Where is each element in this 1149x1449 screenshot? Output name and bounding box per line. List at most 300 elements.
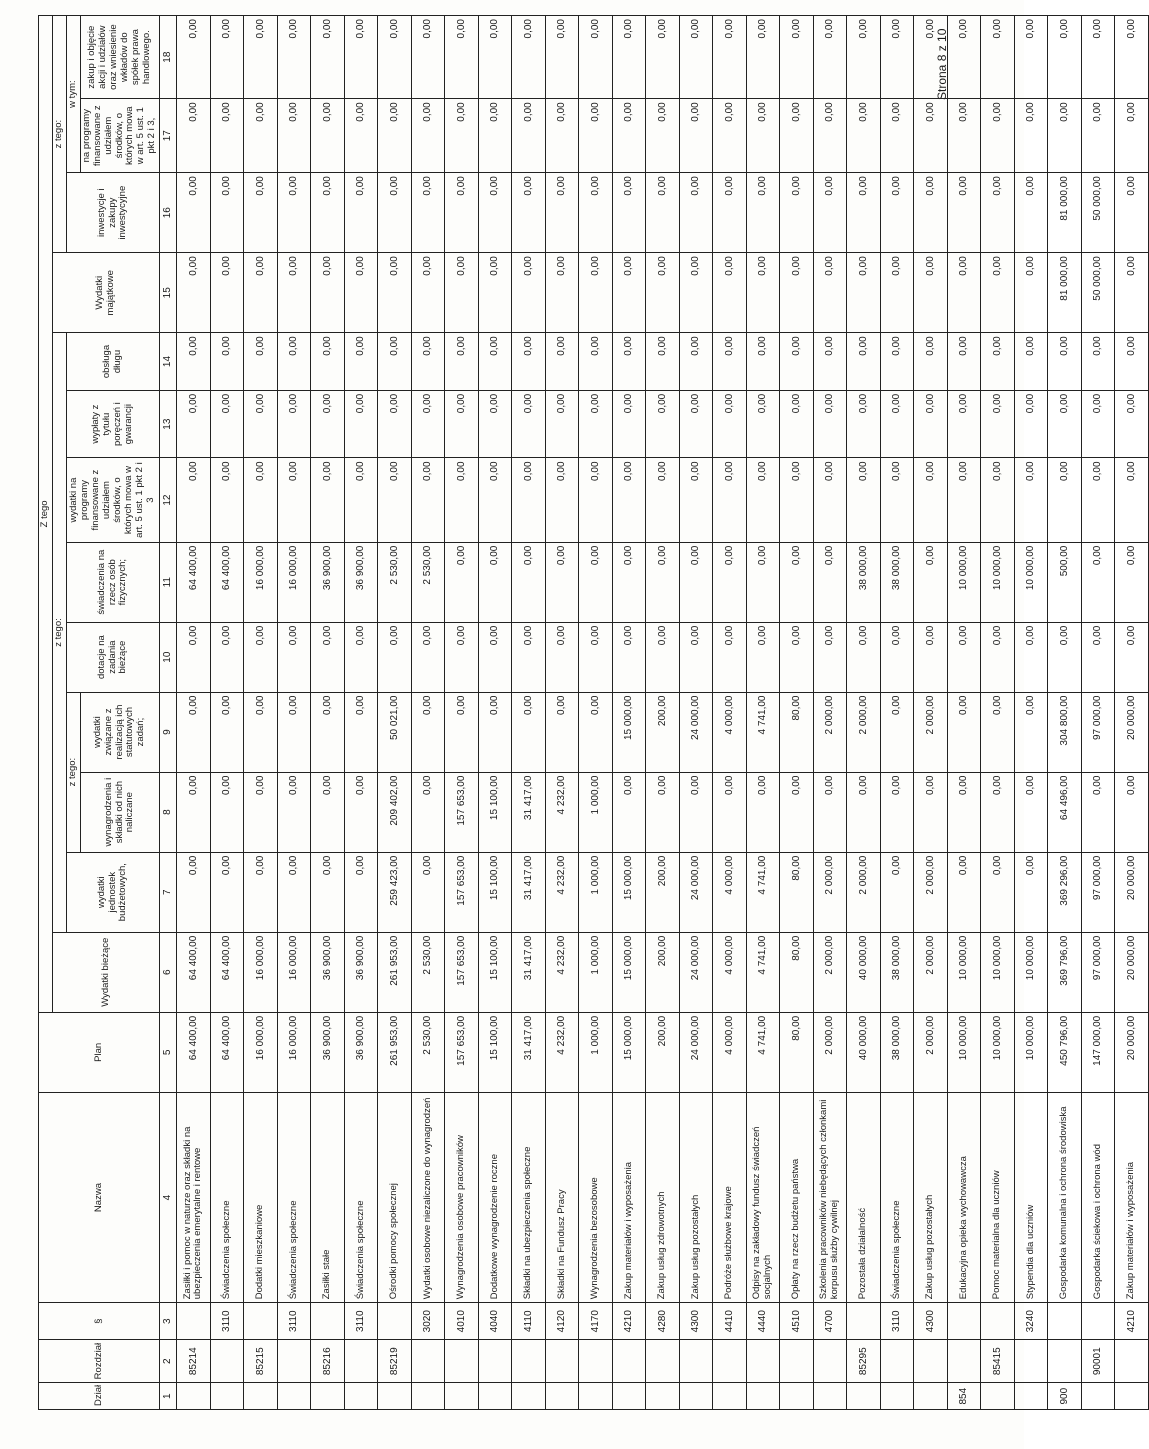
cell-value: 0,00 — [277, 173, 311, 253]
cell-value: 36 900,00 — [311, 1012, 345, 1092]
cell-value: 0,00 — [512, 333, 546, 390]
cell-value: 0,00 — [1048, 16, 1082, 99]
cell-value: 0,00 — [344, 16, 378, 99]
cell-value: 0,00 — [545, 173, 579, 253]
cell-value: 0,00 — [1014, 622, 1048, 692]
table-row — [445, 16, 479, 1410]
cell-value: 0,00 — [914, 458, 948, 542]
cell-value: 2 530,00 — [378, 542, 412, 622]
cell-paragraph — [947, 1303, 981, 1340]
cell-value: 0,00 — [277, 622, 311, 692]
cell-value: 0,00 — [478, 333, 512, 390]
cell-value: 0,00 — [981, 772, 1015, 852]
cell-value: 0,00 — [780, 772, 814, 852]
cell-value: 0,00 — [981, 173, 1015, 253]
column-number: 16 — [160, 173, 177, 253]
cell-value: 261 953,00 — [378, 1012, 412, 1092]
cell-value: 0,00 — [478, 173, 512, 253]
cell-dzial — [411, 1383, 445, 1410]
cell-value: 0,00 — [813, 772, 847, 852]
cell-value: 31 417,00 — [512, 1012, 546, 1092]
cell-value: 4 000,00 — [713, 852, 747, 932]
cell-dzial — [981, 1383, 1015, 1410]
cell-value: 0,00 — [478, 16, 512, 99]
cell-value: 0,00 — [981, 692, 1015, 772]
table-row — [277, 16, 311, 1410]
cell-value: 0,00 — [679, 253, 713, 333]
cell-value: 0,00 — [311, 852, 345, 932]
header-swiadczenia: świadczenia na rzecz osób fizycznych; — [66, 542, 159, 622]
cell-paragraph: 3110 — [344, 1303, 378, 1340]
cell-value: 0,00 — [411, 852, 445, 932]
cell-value: 0,00 — [679, 772, 713, 852]
cell-rozdzial: 85415 — [981, 1340, 1015, 1383]
cell-value: 0,00 — [646, 99, 680, 173]
column-number: 5 — [160, 1012, 177, 1092]
cell-value: 0,00 — [646, 622, 680, 692]
cell-value: 20 000,00 — [1115, 932, 1149, 1012]
cell-dzial — [847, 1383, 881, 1410]
cell-value: 50 021,00 — [378, 692, 412, 772]
cell-nazwa: Odpisy na zakładowy fundusz świadczeń socjalnych — [746, 1092, 780, 1302]
table-body — [177, 16, 1149, 1410]
cell-dzial — [579, 1383, 613, 1410]
cell-value: 0,00 — [311, 253, 345, 333]
cell-value: 0,00 — [646, 173, 680, 253]
cell-value: 0,00 — [411, 772, 445, 852]
cell-value: 0,00 — [780, 458, 814, 542]
cell-value: 0,00 — [646, 772, 680, 852]
cell-nazwa: Wydatki osobowe niezaliczone do wynagrodzeń — [411, 1092, 445, 1302]
cell-value: 0,00 — [1048, 390, 1082, 458]
cell-paragraph: 4210 — [612, 1303, 646, 1340]
cell-value: 0,00 — [344, 772, 378, 852]
cell-value: 0,00 — [880, 173, 914, 253]
cell-value: 0,00 — [244, 390, 278, 458]
cell-value: 0,00 — [545, 390, 579, 458]
cell-value: 0,00 — [177, 852, 211, 932]
cell-value: 0,00 — [344, 99, 378, 173]
cell-value: 0,00 — [478, 458, 512, 542]
cell-rozdzial — [478, 1340, 512, 1383]
cell-value: 0,00 — [311, 173, 345, 253]
cell-nazwa: Zasiłki i pomoc w naturze oraz składki na ubezpieczenia emerytalne i rentowe — [177, 1092, 211, 1302]
cell-rozdzial — [445, 1340, 479, 1383]
cell-value: 0,00 — [1014, 253, 1048, 333]
cell-rozdzial: 85295 — [847, 1340, 881, 1383]
cell-value: 304 800,00 — [1048, 692, 1082, 772]
cell-value: 0,00 — [311, 16, 345, 99]
cell-value: 0,00 — [1115, 622, 1149, 692]
cell-value: 0,00 — [847, 173, 881, 253]
cell-value: 0,00 — [981, 390, 1015, 458]
cell-value: 10 000,00 — [1014, 542, 1048, 622]
cell-value: 4 232,00 — [545, 932, 579, 1012]
cell-value: 0,00 — [445, 99, 479, 173]
cell-value: 64 400,00 — [210, 542, 244, 622]
column-number: 8 — [160, 772, 177, 852]
cell-value: 4 000,00 — [713, 692, 747, 772]
cell-dzial — [746, 1383, 780, 1410]
table-row — [478, 16, 512, 1410]
cell-value: 10 000,00 — [981, 1012, 1015, 1092]
cell-value: 0,00 — [880, 692, 914, 772]
cell-value: 261 953,00 — [378, 932, 412, 1012]
cell-value: 0,00 — [612, 253, 646, 333]
budget-table — [38, 15, 1149, 1410]
header-dotacje: dotacje na zadania bieżące — [66, 622, 159, 692]
cell-value: 0,00 — [780, 390, 814, 458]
cell-value: 0,00 — [1014, 692, 1048, 772]
cell-nazwa: Edukacyjna opieka wychowawcza — [947, 1092, 981, 1302]
cell-value: 0,00 — [344, 390, 378, 458]
cell-value: 369 796,00 — [1048, 932, 1082, 1012]
cell-value: 0,00 — [981, 99, 1015, 173]
cell-value: 0,00 — [311, 99, 345, 173]
cell-nazwa: Ośrodki pomocy społecznej — [378, 1092, 412, 1302]
cell-value: 0,00 — [579, 692, 613, 772]
column-number: 6 — [160, 932, 177, 1012]
cell-value: 0,00 — [880, 253, 914, 333]
cell-value: 0,00 — [947, 772, 981, 852]
cell-value: 0,00 — [847, 253, 881, 333]
column-number: 7 — [160, 852, 177, 932]
cell-value: 0,00 — [780, 622, 814, 692]
cell-value: 4 232,00 — [545, 772, 579, 852]
cell-rozdzial: 85216 — [311, 1340, 345, 1383]
table-row — [1048, 16, 1082, 1410]
cell-paragraph — [244, 1303, 278, 1340]
cell-value: 0,00 — [378, 333, 412, 390]
cell-value: 0,00 — [746, 772, 780, 852]
cell-value: 15 100,00 — [478, 772, 512, 852]
cell-value: 0,00 — [713, 542, 747, 622]
cell-value: 0,00 — [478, 253, 512, 333]
cell-value: 0,00 — [244, 99, 278, 173]
cell-value: 0,00 — [177, 333, 211, 390]
cell-value: 81 000,00 — [1048, 253, 1082, 333]
table-row — [1081, 16, 1115, 1410]
cell-nazwa: Świadczenia społeczne — [210, 1092, 244, 1302]
column-number: 4 — [160, 1092, 177, 1302]
cell-value: 0,00 — [244, 692, 278, 772]
table-row — [981, 16, 1015, 1410]
cell-value: 0,00 — [847, 16, 881, 99]
cell-value: 200,00 — [646, 932, 680, 1012]
cell-value: 0,00 — [746, 99, 780, 173]
cell-value: 0,00 — [1014, 852, 1048, 932]
cell-dzial — [1115, 1383, 1149, 1410]
cell-value: 500,00 — [1048, 542, 1082, 622]
cell-value: 0,00 — [411, 16, 445, 99]
cell-value: 0,00 — [947, 173, 981, 253]
cell-value: 16 000,00 — [277, 542, 311, 622]
table-row — [813, 16, 847, 1410]
cell-nazwa: Dodatkowe wynagrodzenie roczne — [478, 1092, 512, 1302]
cell-value: 0,00 — [545, 99, 579, 173]
cell-value: 0,00 — [914, 542, 948, 622]
column-number: 11 — [160, 542, 177, 622]
cell-value: 0,00 — [210, 692, 244, 772]
cell-value: 0,00 — [880, 16, 914, 99]
cell-nazwa: Podróże służbowe krajowe — [713, 1092, 747, 1302]
cell-paragraph — [311, 1303, 345, 1340]
table-row — [947, 16, 981, 1410]
header-poreczenia: wypłaty z tytułu poręczeń i gwarancji — [66, 390, 159, 458]
table-row — [1115, 16, 1149, 1410]
cell-value: 0,00 — [344, 173, 378, 253]
cell-value: 31 417,00 — [512, 852, 546, 932]
cell-nazwa: Zakup usług zdrowotnych — [646, 1092, 680, 1302]
cell-value: 0,00 — [1081, 542, 1115, 622]
cell-dzial: 900 — [1048, 1383, 1082, 1410]
cell-rozdzial — [646, 1340, 680, 1383]
cell-rozdzial — [579, 1340, 613, 1383]
cell-value: 0,00 — [981, 852, 1015, 932]
cell-rozdzial — [512, 1340, 546, 1383]
header-rozdzial: Rozdział — [39, 1340, 160, 1383]
cell-value: 0,00 — [780, 333, 814, 390]
table-row — [177, 16, 211, 1410]
cell-value: 369 296,00 — [1048, 852, 1082, 932]
cell-value: 0,00 — [177, 253, 211, 333]
cell-value: 0,00 — [780, 16, 814, 99]
cell-dzial — [646, 1383, 680, 1410]
table-row — [880, 16, 914, 1410]
cell-rozdzial — [277, 1340, 311, 1383]
cell-value: 0,00 — [210, 772, 244, 852]
cell-value: 2 000,00 — [914, 932, 948, 1012]
cell-value: 81 000,00 — [1048, 173, 1082, 253]
cell-value: 24 000,00 — [679, 932, 713, 1012]
cell-value: 0,00 — [612, 622, 646, 692]
column-number: 2 — [160, 1340, 177, 1383]
column-number: 18 — [160, 16, 177, 99]
cell-value: 0,00 — [746, 622, 780, 692]
cell-paragraph — [1081, 1303, 1115, 1340]
cell-value: 1 000,00 — [579, 932, 613, 1012]
cell-value: 0,00 — [445, 333, 479, 390]
cell-value: 0,00 — [612, 173, 646, 253]
table-row — [679, 16, 713, 1410]
cell-value: 0,00 — [1081, 390, 1115, 458]
column-number: 9 — [160, 692, 177, 772]
cell-value: 0,00 — [947, 852, 981, 932]
cell-value: 0,00 — [612, 772, 646, 852]
cell-value: 0,00 — [746, 16, 780, 99]
cell-value: 0,00 — [478, 542, 512, 622]
cell-value: 38 000,00 — [847, 542, 881, 622]
cell-value: 0,00 — [713, 253, 747, 333]
cell-value: 0,00 — [177, 772, 211, 852]
cell-value: 16 000,00 — [277, 1012, 311, 1092]
header-inwestycje: inwestycje i zakupy inwestycyjne — [66, 173, 159, 253]
cell-value: 0,00 — [1048, 458, 1082, 542]
cell-value: 0,00 — [545, 458, 579, 542]
cell-value: 0,00 — [813, 542, 847, 622]
cell-value: 4 741,00 — [746, 932, 780, 1012]
cell-value: 0,00 — [1048, 99, 1082, 173]
cell-value: 0,00 — [746, 333, 780, 390]
cell-value: 0,00 — [813, 16, 847, 99]
cell-value: 50 000,00 — [1081, 173, 1115, 253]
cell-value: 0,00 — [177, 16, 211, 99]
cell-value: 31 417,00 — [512, 932, 546, 1012]
cell-value: 1 000,00 — [579, 1012, 613, 1092]
cell-value: 64 400,00 — [177, 932, 211, 1012]
cell-value: 0,00 — [411, 692, 445, 772]
cell-value: 36 900,00 — [344, 932, 378, 1012]
cell-value: 80,00 — [780, 1012, 814, 1092]
cell-nazwa: Dodatki mieszkaniowe — [244, 1092, 278, 1302]
cell-value: 0,00 — [679, 173, 713, 253]
cell-value: 24 000,00 — [679, 852, 713, 932]
cell-value: 0,00 — [545, 16, 579, 99]
cell-value: 0,00 — [914, 16, 948, 99]
cell-value: 0,00 — [947, 390, 981, 458]
cell-value: 0,00 — [277, 333, 311, 390]
table-row — [344, 16, 378, 1410]
cell-nazwa: Wynagrodzenia osobowe pracowników — [445, 1092, 479, 1302]
cell-value: 0,00 — [277, 458, 311, 542]
column-number: 15 — [160, 253, 177, 333]
table-row — [545, 16, 579, 1410]
cell-rozdzial — [545, 1340, 579, 1383]
cell-dzial — [813, 1383, 847, 1410]
header-wydatki-programy: wydatki na programy finansowane z udziałem środków, o których mowa w art. 5 ust. 1 pkt 2 i 3 — [66, 458, 159, 542]
cell-value: 0,00 — [746, 390, 780, 458]
cell-value: 0,00 — [880, 622, 914, 692]
header-obsluga-dlugu: obsługa długu — [66, 333, 159, 390]
cell-value: 64 400,00 — [177, 542, 211, 622]
cell-value: 0,00 — [277, 390, 311, 458]
cell-value: 0,00 — [344, 458, 378, 542]
cell-value: 0,00 — [512, 458, 546, 542]
cell-value: 0,00 — [177, 173, 211, 253]
cell-paragraph: 3110 — [277, 1303, 311, 1340]
cell-value: 0,00 — [1081, 99, 1115, 173]
column-number-row — [160, 16, 177, 1410]
cell-value: 0,00 — [244, 772, 278, 852]
cell-value: 0,00 — [813, 253, 847, 333]
cell-dzial — [277, 1383, 311, 1410]
cell-value: 0,00 — [1115, 99, 1149, 173]
cell-value: 0,00 — [579, 622, 613, 692]
cell-value: 2 000,00 — [914, 852, 948, 932]
cell-value: 15 000,00 — [612, 932, 646, 1012]
cell-value: 0,00 — [378, 173, 412, 253]
header-wynagrodzenia: wynagrodzenia i składki od nich naliczane — [80, 772, 159, 852]
cell-value: 0,00 — [210, 852, 244, 932]
cell-value: 0,00 — [713, 333, 747, 390]
cell-value: 0,00 — [579, 390, 613, 458]
cell-value: 31 417,00 — [512, 772, 546, 852]
cell-rozdzial — [210, 1340, 244, 1383]
cell-value: 2 000,00 — [914, 692, 948, 772]
cell-value: 40 000,00 — [847, 932, 881, 1012]
header-z-tego-2: z tego: — [66, 692, 80, 852]
cell-value: 10 000,00 — [981, 542, 1015, 622]
cell-value: 0,00 — [914, 253, 948, 333]
cell-value: 0,00 — [344, 333, 378, 390]
cell-value: 0,00 — [478, 692, 512, 772]
cell-value: 0,00 — [813, 622, 847, 692]
cell-value: 0,00 — [646, 390, 680, 458]
cell-value: 80,00 — [780, 692, 814, 772]
cell-paragraph — [378, 1303, 412, 1340]
cell-value: 2 000,00 — [914, 1012, 948, 1092]
cell-value: 0,00 — [579, 253, 613, 333]
cell-paragraph: 4510 — [780, 1303, 814, 1340]
cell-value: 0,00 — [445, 458, 479, 542]
cell-value: 0,00 — [713, 390, 747, 458]
cell-paragraph: 4170 — [579, 1303, 613, 1340]
cell-value: 0,00 — [813, 173, 847, 253]
cell-value: 0,00 — [277, 99, 311, 173]
cell-rozdzial: 85219 — [378, 1340, 412, 1383]
cell-value: 0,00 — [1048, 622, 1082, 692]
header-wydatki-majatkowe: Wydatki majątkowe — [52, 253, 159, 333]
cell-value: 0,00 — [378, 253, 412, 333]
header-programy-2: na programy finansowane z udziałem środków, o których mowa w art. 5 ust. 1 pkt 2 i 3, — [80, 99, 159, 173]
cell-value: 0,00 — [210, 622, 244, 692]
cell-dzial — [612, 1383, 646, 1410]
table-row — [713, 16, 747, 1410]
cell-value: 10 000,00 — [1014, 932, 1048, 1012]
cell-value: 0,00 — [847, 622, 881, 692]
cell-value: 20 000,00 — [1115, 852, 1149, 932]
cell-value: 0,00 — [947, 253, 981, 333]
cell-value: 0,00 — [311, 692, 345, 772]
cell-value: 0,00 — [445, 16, 479, 99]
cell-rozdzial: 90001 — [1081, 1340, 1115, 1383]
cell-paragraph — [177, 1303, 211, 1340]
header-w-tym: w tym: — [66, 16, 80, 173]
cell-value: 0,00 — [914, 99, 948, 173]
cell-value: 0,00 — [1115, 390, 1149, 458]
cell-value: 0,00 — [780, 542, 814, 622]
cell-value: 0,00 — [679, 333, 713, 390]
cell-value: 2 000,00 — [813, 692, 847, 772]
cell-value: 80,00 — [780, 852, 814, 932]
cell-nazwa: Składki na ubezpieczenia społeczne — [512, 1092, 546, 1302]
cell-value: 0,00 — [813, 333, 847, 390]
cell-dzial — [545, 1383, 579, 1410]
cell-value: 0,00 — [713, 458, 747, 542]
cell-value: 0,00 — [981, 458, 1015, 542]
cell-value: 0,00 — [244, 333, 278, 390]
cell-rozdzial: 85215 — [244, 1340, 278, 1383]
cell-value: 0,00 — [914, 173, 948, 253]
cell-value: 0,00 — [177, 390, 211, 458]
cell-value: 2 000,00 — [813, 1012, 847, 1092]
cell-value: 2 530,00 — [411, 542, 445, 622]
cell-nazwa: Świadczenia społeczne — [880, 1092, 914, 1302]
cell-rozdzial — [1048, 1340, 1082, 1383]
cell-value: 0,00 — [210, 458, 244, 542]
cell-paragraph: 4210 — [1115, 1303, 1149, 1340]
cell-value: 0,00 — [813, 99, 847, 173]
cell-value: 36 900,00 — [311, 542, 345, 622]
table-row — [378, 16, 412, 1410]
cell-value: 0,00 — [210, 333, 244, 390]
cell-value: 0,00 — [1014, 390, 1048, 458]
cell-value: 0,00 — [411, 458, 445, 542]
cell-value: 0,00 — [177, 692, 211, 772]
cell-value: 0,00 — [1081, 772, 1115, 852]
cell-value: 0,00 — [612, 333, 646, 390]
cell-value: 0,00 — [545, 253, 579, 333]
